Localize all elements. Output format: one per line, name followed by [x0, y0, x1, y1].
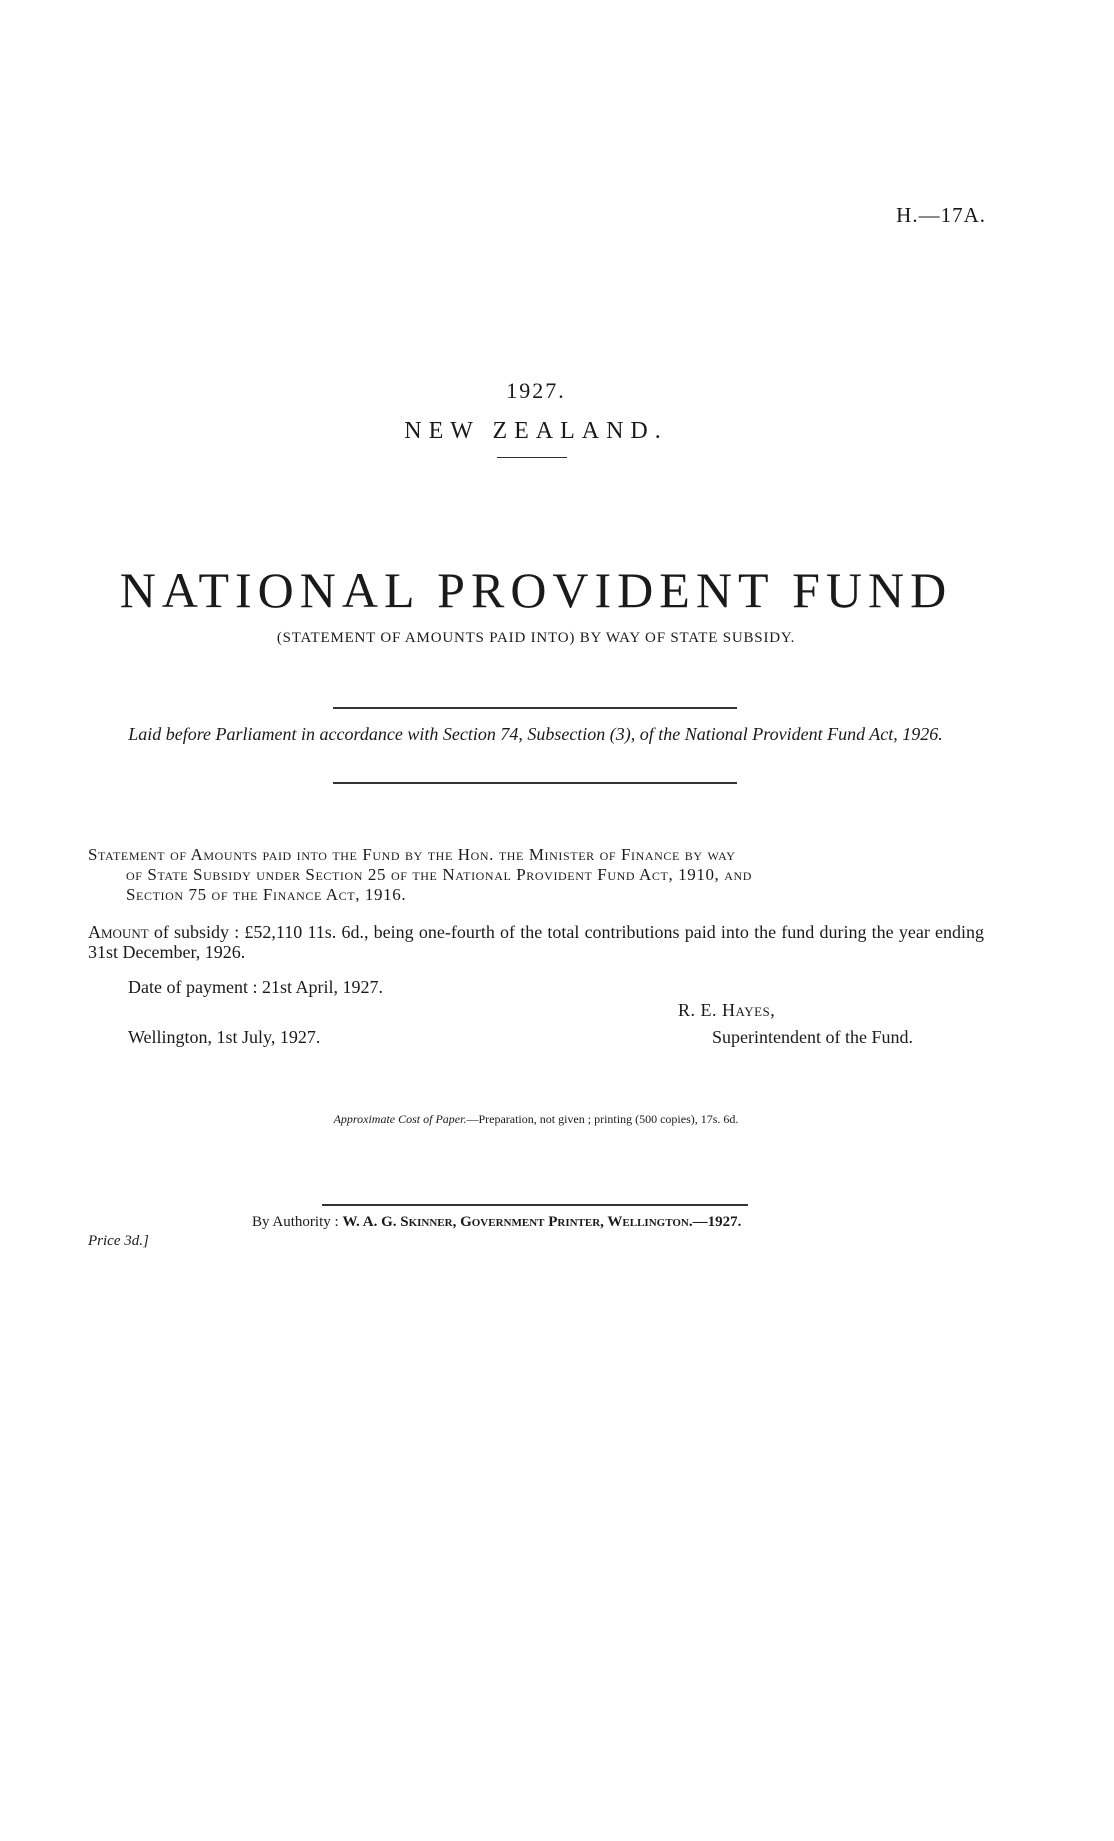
cost-of-paper-note — [0, 1112, 1072, 1127]
document-reference: H.—17A. — [896, 203, 986, 227]
printer-imprint — [252, 1214, 741, 1231]
cost-label: Approximate Cost of Paper. — [333, 1112, 467, 1126]
signatory-name: R. E. Hayes, — [678, 1000, 776, 1020]
country-heading: NEW ZEALAND. — [404, 418, 668, 444]
signatory-role: Superintendent of the Fund. — [712, 1027, 913, 1047]
imprint-prefix: By Authority : — [252, 1214, 343, 1230]
cost-text: —Preparation, not given ; printing (500 copies), 17s. 6d. — [466, 1112, 739, 1126]
document-subtitle: (STATEMENT OF AMOUNTS PAID INTO) BY WAY OF STATE SUBSIDY. — [276, 630, 796, 646]
place-and-date: Wellington, 1st July, 1927. — [128, 1027, 321, 1047]
statement-line-3: Section 75 of the Finance Act, 1916. — [126, 885, 407, 904]
divider-top — [333, 707, 737, 709]
price-note: Price 3d.] — [88, 1233, 149, 1249]
date-of-payment: Date of payment : 21st April, 1927. — [128, 977, 383, 997]
divider-imprint — [322, 1204, 748, 1206]
document-title: NATIONAL PROVIDENT FUND — [119, 562, 953, 618]
laid-before-parliament-note: Laid before Parliament in accordance with Section 74, Subsection (3), of the National Provident Fund Act, 1926. — [128, 724, 943, 744]
statement-line-1: Statement of Amounts paid into the Fund by the Hon. the Minister of Finance by way — [88, 845, 736, 864]
amount-text: of subsidy : £52,110 11s. 6d., being one-fourth of the total contributions paid into the fund during the year ending 31st December, 1926. — [88, 922, 984, 962]
divider-short — [497, 457, 567, 458]
imprint-printer: W. A. G. Skinner, Government Printer, Wellington.—1927. — [342, 1214, 742, 1230]
statement-heading — [88, 845, 984, 905]
amount-paragraph — [88, 922, 984, 962]
divider-bottom — [333, 782, 737, 784]
amount-lead: Amount — [88, 922, 149, 942]
statement-line-2: of State Subsidy under Section 25 of the National Provident Fund Act, 1910, and — [126, 865, 753, 884]
publication-year: 1927. — [506, 378, 566, 403]
